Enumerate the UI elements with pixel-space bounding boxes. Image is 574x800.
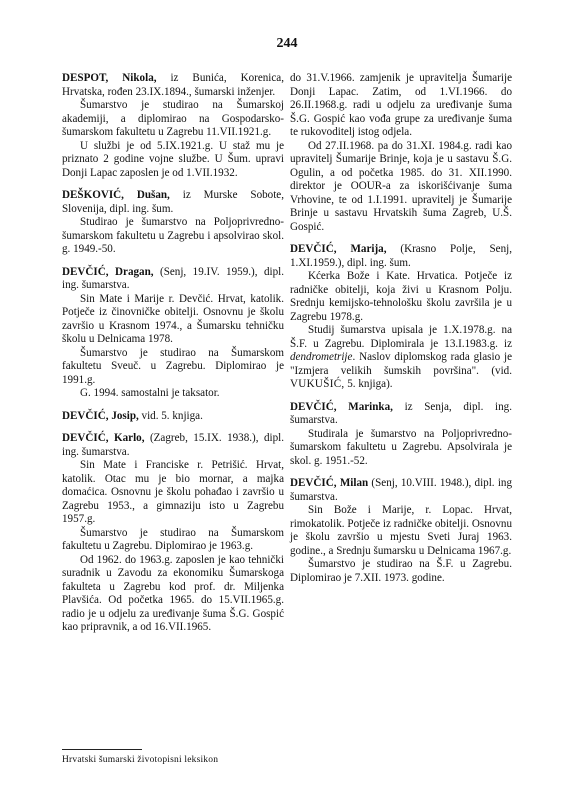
entry-devcic-milan [290, 477, 512, 585]
paragraph-text: . Naslov diplomskog rada glasio je "Izmjera velikih šumskih površina". (vid. [290, 351, 512, 377]
left-column [62, 72, 284, 644]
entry-paragraph: Šumarstvo je studirao na Šumarskom fakultetu u Zagrebu. Diplomirao je 1963.g. [62, 526, 284, 552]
entry-head-text: (Senj, 19.IV. 1959.), dipl. ing. šumarstva. [62, 265, 284, 291]
entry-despot-nikola [62, 72, 284, 180]
entry-given-name: Dragan, [115, 265, 154, 278]
entry-surname: DEVČIĆ, [62, 409, 109, 422]
entry-deskovic-dusan [62, 189, 284, 257]
entry-given-name: Dušan, [136, 189, 170, 201]
cross-reference: VUKUŠIĆ, [290, 378, 345, 390]
paragraph-text: 5. knjiga). [344, 378, 393, 390]
entry-devcic-marinka [290, 401, 512, 469]
entry-given-name: Marinka, [348, 400, 393, 413]
entry-given-name: Marija, [350, 243, 387, 255]
entry-paragraph: Šumarstvo je studirao na Š.F. u Zagrebu. Diplomirao je 7.XII. 1973. godine. [290, 558, 512, 584]
entry-heading [62, 410, 284, 424]
entry-paragraph: G. 1994. samostalni je taksator. [80, 387, 220, 399]
entry-heading [62, 189, 284, 216]
entry-devcic-josip [62, 410, 284, 424]
entry-paragraph: Studirao je šumarstvo na Poljoprivredno-šumarskom fakultetu u Zagrebu i apsolvirao skol. g. 1949.-50. [62, 216, 284, 255]
entry-paragraph: Šumarstvo je studirao na Šumarskoj akademiji, a diplomirao na Gospodarsko-šumarskom fakultetu u Zagrebu 11.VII.1921.g. [62, 99, 284, 138]
right-column [290, 72, 512, 594]
entry-given-name: Nikola, [122, 72, 157, 84]
entry-head-text: iz Murske Sobote, Slovenija, dipl. ing. šum. [62, 189, 284, 215]
entry-head-text: (Senj, 10.VIII. 1948.), dipl. ing šumarstva. [290, 477, 512, 503]
entry-given-name: Josip, [111, 409, 139, 422]
entry-heading [62, 266, 284, 293]
entry-paragraph: Šumarstvo je studirao na Šumarskom fakultetu Sveuč. u Zagrebu. Diplomirao je 1991.g. [62, 346, 284, 386]
entry-devcic-dragan [62, 266, 284, 401]
footer-divider [62, 749, 142, 750]
entry-paragraph: Sin Bože i Marije, r. Lopac. Hrvat, rimokatolik. Potječe iz radničke obitelji. Osnovnu je školu završio u mjestu Sveti Juraj 1963. godine., a Srednju šumarsku u Delnicama 1967.g. [290, 504, 512, 557]
entry-paragraph: Studirala je šumarstvo na Poljoprivredno-šumarskom fakultetu u Zagrebu. Apsolvirala je skol. g. 1951.-52. [290, 427, 512, 467]
entry-head-text: (Krasno Polje, Senj, 1.XI.1959.), dipl. ing. šum. [290, 243, 512, 269]
entry-surname: DEŠKOVIĆ, [62, 189, 124, 201]
entry-heading [62, 72, 284, 99]
entry-heading [290, 401, 512, 428]
entry-given-name: Milan [339, 477, 369, 489]
page-number: 244 [276, 36, 298, 51]
entry-head-text: (Zagreb, 15.IX. 1938.), dipl. ing. šumarstva. [62, 432, 284, 458]
entry-devcic-karlo-continued [290, 72, 512, 234]
entry-devcic-marija [290, 243, 512, 392]
entry-paragraph: do 31.V.1966. zamjenik je upravitelja Šumarije Donji Lapac. Zatim, od 1.VI.1966. do 26.II.1968.g. radi u odjelu za uređivanje šuma Š.G. Gospić kao vođa grupe za uređivanje šuma te rukovoditelj istog odjela. [290, 72, 512, 138]
entry-heading [290, 477, 512, 504]
entry-head-text: vid. 5. knjiga. [138, 409, 203, 422]
entry-head-text: iz Bunića, Korenica, Hrvatska, rođen 23.IX.1894., šumarski inženjer. [62, 72, 284, 98]
entry-surname: DEVČIĆ, [290, 400, 337, 413]
paragraph-text: Studij šumarstva upisala je 1.X.1978.g. na Š.F. u Zagrebu. Diplomirala je 13.I.1983.g. iz [290, 324, 512, 350]
entry-paragraph: Kćerka Bože i Kate. Hrvatica. Potječe iz radničke obitelji, koja živi u Krasnom Polju. Srednju kemijsko-tehnološku školu završila je u Zagrebu 1978.g. [290, 270, 512, 323]
entry-head-text: iz Senja, dipl. ing. šumarstva. [290, 400, 512, 426]
entry-paragraph: U službi je od 5.IX.1921.g. U staž mu je priznato 2 godine vojne službe. U Šum. upravi Donji Lapac zaposlen je od 1.VII.1932. [62, 139, 284, 179]
entry-paragraph [290, 324, 512, 392]
italic-term: dendrometrije [290, 351, 353, 363]
entry-surname: DEVČIĆ, [62, 265, 109, 278]
entry-devcic-karlo [62, 432, 284, 635]
entry-heading [62, 432, 284, 459]
entry-given-name: Karlo, [114, 432, 145, 444]
entry-surname: DEVČIĆ, [62, 432, 109, 444]
entry-surname: DEVČIĆ, [290, 477, 337, 489]
entry-paragraph: Od 27.II.1968. pa do 31.XI. 1984.g. radi kao upravitelj Šumarije Brinje, koja je u sastavu Š.G. Ogulin, a od početka 1985. do 31. XII.1990. direktor je OOUR-a za iskorišćivanje šuma Vrhovine, te od 1.I.1991. upravitelj je Šumarije Brinje u sastavu Hrvatskih šuma Zagreb, U.Š. Gospić. [290, 139, 512, 233]
entry-paragraph: Sin Mate i Marije r. Devčić. Hrvat, katolik. Potječe iz činovničke obitelji. Osnovnu je školu završio u Krasnom 1974., a Šumarsku tehničku školu u Delnicama 1978. [62, 292, 284, 345]
footer-title: Hrvatski šumarski životopisni leksikon [62, 755, 219, 765]
entry-paragraph: Od 1962. do 1963.g. zaposlen je kao tehnički suradnik u Zavodu za ekonomiku Šumarskoga fakulteta u Zagrebu kod prof. dr. Miljenka Plavšića. Od početka 1965. do 15.VII.1965.g. radio je u odjelu za uređivanje šuma Š.G. Gospić kao pripravnik, a od 16.VII.1965. [62, 553, 284, 633]
entry-heading [290, 243, 512, 270]
entry-surname: DEVČIĆ, [290, 243, 337, 255]
entry-paragraph: Sin Mate i Franciske r. Petrišić. Hrvat, katolik. Otac mu je bio mornar, a majka domaćica. Osnovnu je školu pohađao i završio u Zagrebu 1953., a gimnaziju isto u Zagrebu 1957.g. [62, 459, 284, 525]
entry-surname: DESPOT, [62, 72, 109, 84]
